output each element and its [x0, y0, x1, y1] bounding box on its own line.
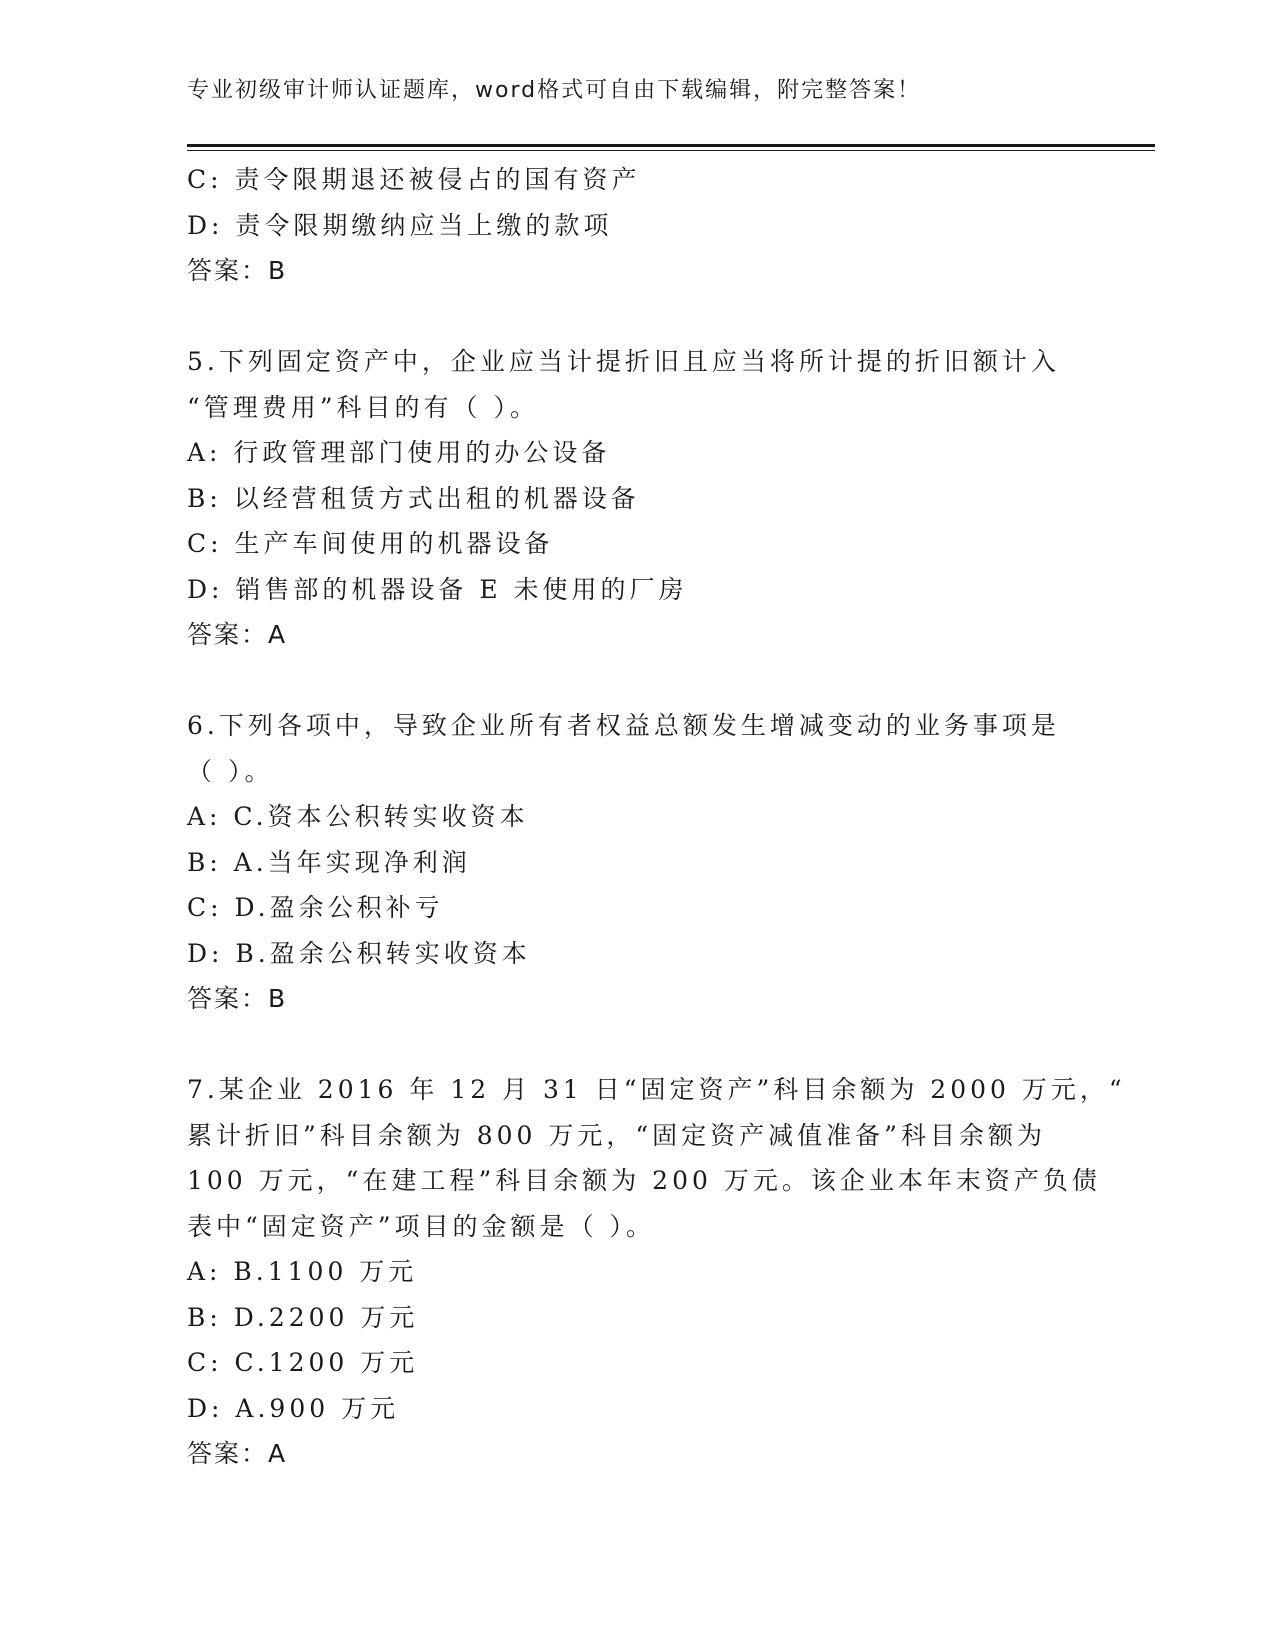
question-7: [187, 1067, 1126, 1477]
option-b: B: 以经营租赁方式出租的机器设备: [187, 483, 640, 513]
answer-line: 答案：B: [187, 984, 288, 1013]
question-stem: 表中“固定资产”项目的金额是（ ）。: [187, 1211, 656, 1241]
option-c: C: 生产车间使用的机器设备: [187, 529, 554, 558]
question-stem: 100 万元，“在建工程”科目余额为 200 万元。该企业本年末资产负债: [187, 1166, 1101, 1195]
option-c: C: 责令限期退还被侵占的国有资产: [187, 165, 641, 194]
question-content: [187, 157, 1126, 1477]
option-a: A: B.1100 万元: [187, 1257, 418, 1286]
page-header: 专业初级审计师认证题库，word格式可自由下载编辑，附完整答案！: [187, 78, 922, 103]
spacer: [187, 1022, 1087, 1068]
option-d: D: B.盈余公积转实收资本: [187, 938, 531, 968]
header-divider-thin: [187, 150, 1155, 151]
option-b: B: D.2200 万元: [187, 1302, 419, 1332]
option-a: A: C.资本公积转实收资本: [187, 802, 529, 831]
answer-line: 答案：A: [187, 1439, 288, 1468]
spacer: [187, 294, 1087, 340]
answer-line: 答案：A: [187, 620, 288, 649]
header-divider-thick: [187, 144, 1155, 147]
question-stem: 累计折旧”科目余额为 800 万元，“固定资产减值准备”科目余额为: [187, 1120, 1046, 1150]
option-c: C: D.盈余公积补亏: [187, 893, 444, 922]
answer-line: 答案：B: [187, 256, 288, 285]
question-stem: 5.下列固定资产中，企业应当计提折旧且应当将所计提的折旧额计入: [187, 347, 1060, 376]
question-6: [187, 703, 1087, 1022]
option-b: B: A.当年实现净利润: [187, 847, 471, 877]
option-d: D: 责令限期缴纳应当上缴的款项: [187, 210, 613, 240]
question-stem: “管理费用”科目的有（ ）。: [187, 392, 540, 422]
question-stem: 7.某企业 2016 年 12 月 31 日“固定资产”科目余额为 2000 万元，“: [187, 1075, 1126, 1104]
option-a: A: 行政管理部门使用的办公设备: [187, 438, 611, 467]
option-c: C: C.1200 万元: [187, 1348, 419, 1377]
option-d: D: 销售部的机器设备 E 未使用的厂房: [187, 574, 688, 604]
question-5: [187, 339, 1087, 658]
question-4-continuation: [187, 157, 1087, 294]
spacer: [187, 658, 1087, 704]
question-stem: 6.下列各项中，导致企业所有者权益总额发生增减变动的业务事项是: [187, 711, 1060, 740]
option-d: D: A.900 万元: [187, 1393, 400, 1423]
question-stem: （ ）。: [187, 756, 274, 786]
